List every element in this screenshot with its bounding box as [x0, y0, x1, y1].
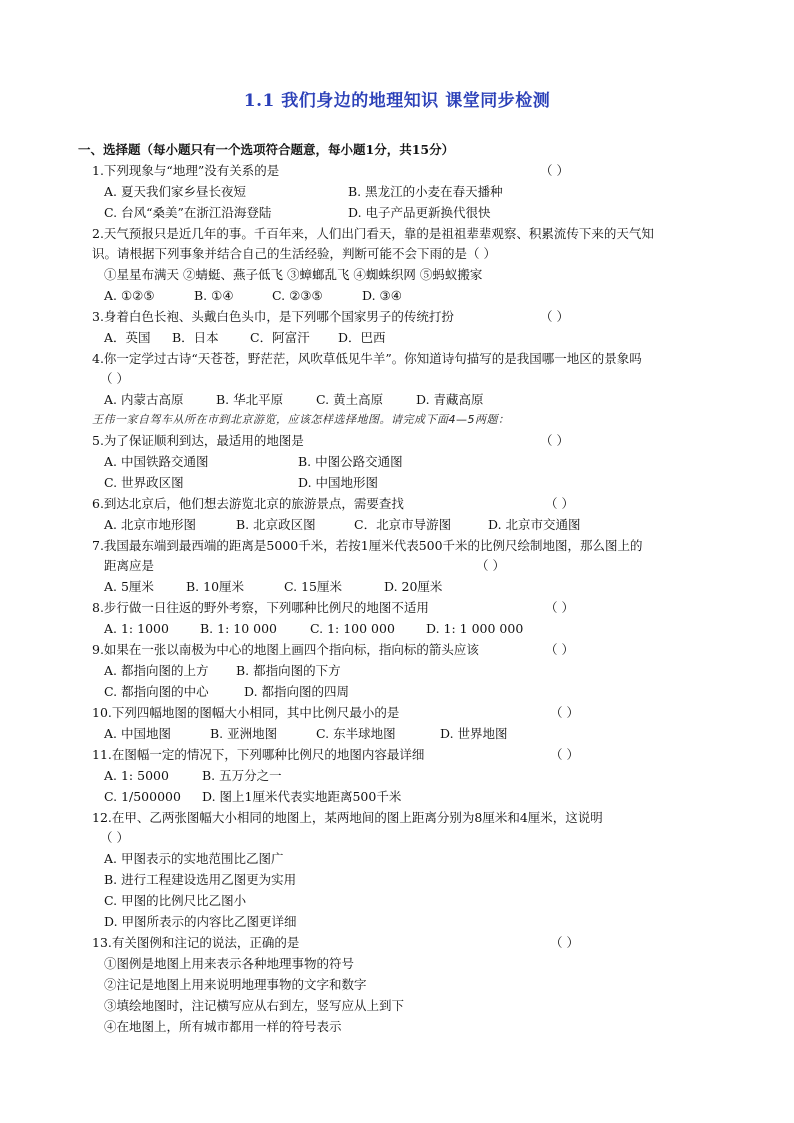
answer-bracket: （ ） [100, 371, 129, 386]
handwritten-note: 王伟一家自驾车从所在市到北京游览，应该怎样选择地图。请完成下面4—5两题： [92, 413, 510, 426]
option-a: A. 都指向图的上方 [104, 663, 209, 678]
option-c: C. ②③⑤ [272, 288, 323, 303]
option-d: D. 中国地形图 [298, 475, 379, 490]
question-stem: 9.如果在一张以南极为中心的地图上画四个指向标，指向标的箭头应该 [92, 642, 479, 657]
answer-bracket: （ ） [550, 705, 579, 720]
option-b: B. 华北平原 [216, 392, 284, 407]
option-a: A. 中国铁路交通图 [104, 454, 209, 469]
section-heading: 一、选择题（每小题只有一个选项符合题意，每小题1分，共15分） [78, 142, 455, 157]
statement-1: ①图例是地图上用来表示各种地理事物的符号 [104, 956, 355, 971]
option-b: B. 亚洲地图 [210, 726, 278, 741]
option-c: C．阿富汗 [250, 330, 310, 345]
answer-bracket: （ ） [545, 600, 574, 615]
option-a: A. 中国地图 [104, 726, 171, 741]
option-b: B．日本 [172, 330, 219, 345]
option-a: A. 1: 1000 [104, 621, 169, 636]
option-c: C. 黄土高原 [316, 392, 384, 407]
question-stem: 4.你一定学过古诗“天苍苍，野茫茫，风吹草低见牛羊”。你知道诗句描写的是我国哪一地区的景象吗 [92, 351, 642, 366]
question-stem: 3.身着白色长袍、头戴白色头巾，是下列哪个国家男子的传统打扮 [92, 309, 454, 324]
question-stem: 7.我国最东端到最西端的距离是5000千米，若按1厘米代表500千米的比例尺绘制地图，那么图上的 [92, 538, 643, 553]
question-stem: 1.下列现象与“地理”没有关系的是 [92, 163, 280, 178]
answer-bracket: （ ） [476, 558, 505, 573]
option-c: C. 15厘米 [284, 579, 342, 594]
option-b: B. 进行工程建设选用乙图更为实用 [104, 872, 297, 887]
option-d: D. 世界地图 [440, 726, 508, 741]
option-a: A. 北京市地形图 [104, 517, 196, 532]
option-c: C. 1/500000 [104, 789, 181, 804]
question-stem-cont: 距离应是 [104, 558, 155, 573]
option-a: A. 1: 5000 [104, 768, 169, 783]
question-items: ①星星布满天 ②蜻蜓、燕子低飞 ③蟑螂乱飞 ④蜘蛛织网 ⑤蚂蚁搬家 [104, 267, 483, 282]
question-stem: 2.天气预报只是近几年的事。千百年来，人们出门看天，靠的是祖祖辈辈观察、积累流传下来的天气知 [92, 226, 654, 241]
statement-3: ③填绘地图时，注记横写应从右到左，竖写应从上到下 [104, 998, 405, 1013]
option-c: C. 东半球地图 [316, 726, 396, 741]
option-a: A. 5厘米 [104, 579, 154, 594]
option-b: B. 中图公路交通图 [298, 454, 403, 469]
option-a: A．英国 [104, 330, 151, 345]
option-c: C. 甲图的比例尺比乙图小 [104, 893, 247, 908]
option-d: D. 1: 1 000 000 [426, 621, 524, 636]
option-d: D. 都指向图的四周 [244, 684, 350, 699]
option-b: B. 1: 10 000 [200, 621, 278, 636]
option-d: D. 20厘米 [384, 579, 443, 594]
question-stem: 11.在图幅一定的情况下，下列哪种比例尺的地图内容最详细 [92, 747, 425, 762]
answer-bracket: （ ） [545, 496, 574, 511]
option-b: B. 都指向图的下方 [236, 663, 341, 678]
option-d: D. 图上1厘米代表实地距离500千米 [202, 789, 402, 804]
option-c: C. 世界政区图 [104, 475, 184, 490]
option-a: A. 夏天我们家乡昼长夜短 [104, 184, 246, 199]
question-stem: 8.步行做一日往返的野外考察，下列哪种比例尺的地图不适用 [92, 600, 429, 615]
answer-bracket: （ ） [100, 830, 129, 845]
statement-2: ②注记是地图上用来说明地理事物的文字和数字 [104, 977, 367, 992]
option-b: B. 北京政区图 [236, 517, 316, 532]
question-stem: 12.在甲、乙两张图幅大小相同的地图上，某两地间的图上距离分别为8厘米和4厘米，这说明 [92, 810, 603, 825]
question-stem-cont: 识。请根据下列事象并结合自己的生活经验，判断可能不会下雨的是（ ） [92, 246, 496, 261]
option-d: D. 青藏高原 [416, 392, 484, 407]
statement-4: ④在地图上，所有城市都用一样的符号表示 [104, 1019, 342, 1034]
answer-bracket: （ ） [540, 433, 569, 448]
page-title: 1.1 我们身边的地理知识 课堂同步检测 [243, 91, 551, 111]
answer-bracket: （ ） [540, 163, 569, 178]
answer-bracket: （ ） [550, 935, 579, 950]
question-stem: 13.有关图例和注记的说法，正确的是 [92, 935, 300, 950]
question-stem: 6.到达北京后，他们想去游览北京的旅游景点，需要查找 [92, 496, 404, 511]
option-d: D. ③④ [362, 288, 402, 303]
option-a: A. 甲图表示的实地范围比乙图广 [104, 851, 284, 866]
question-stem: 10.下列四幅地图的图幅大小相同，其中比例尺最小的是 [92, 705, 400, 720]
answer-bracket: （ ） [550, 747, 579, 762]
option-d: D. 电子产品更新换代很快 [348, 205, 491, 220]
option-b: B. 五万分之一 [202, 768, 282, 783]
option-d: D. 北京市交通图 [488, 517, 581, 532]
option-c: C. 台风“桑美”在浙江沿海登陆 [104, 205, 272, 220]
option-b: B. 黑龙江的小麦在春天播种 [348, 184, 503, 199]
option-c: C. 1: 100 000 [310, 621, 395, 636]
option-d: D．巴西 [338, 330, 386, 345]
option-c: C．北京市导游图 [354, 517, 452, 532]
option-a: A. 内蒙古高原 [104, 392, 184, 407]
option-d: D. 甲图所表示的内容比乙图更详细 [104, 914, 297, 929]
answer-bracket: （ ） [545, 642, 574, 657]
option-b: B. ①④ [194, 288, 234, 303]
answer-bracket: （ ） [540, 309, 569, 324]
option-a: A. ①②⑤ [104, 288, 155, 303]
option-c: C. 都指向图的中心 [104, 684, 209, 699]
question-stem: 5.为了保证顺利到达，最适用的地图是 [92, 433, 304, 448]
option-b: B. 10厘米 [186, 579, 245, 594]
